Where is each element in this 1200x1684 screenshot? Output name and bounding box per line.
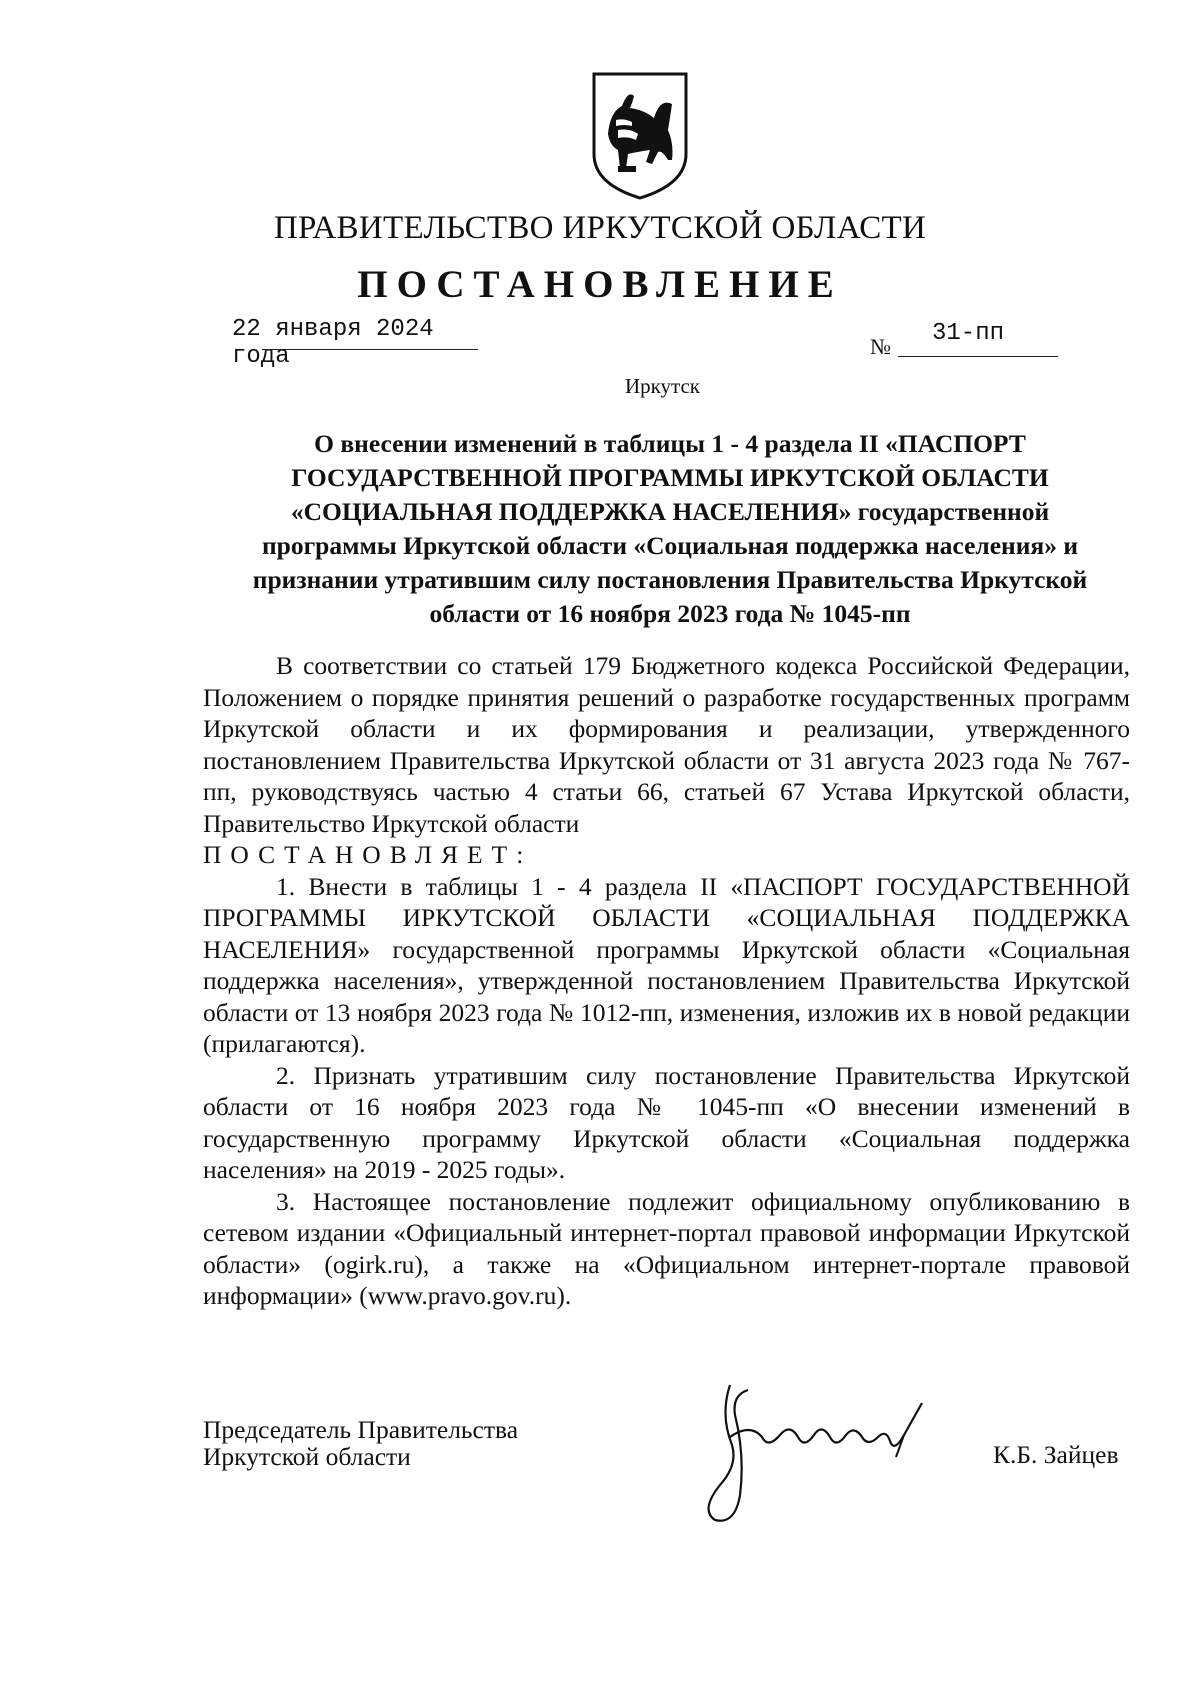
signatory-position-line: Председатель Правительства xyxy=(203,1415,519,1444)
signatory-position xyxy=(203,1416,518,1470)
resolution-item-2: 2. Признать утратившим силу постановление Правительства Иркутской области от 16 ноября 2023 года № 1045-пп «О внесении изменений в государственную программу Иркутской области «Социальная поддержка населения» на 2019 - 2025 годы». xyxy=(203,1060,1130,1184)
organization-name: ПРАВИТЕЛЬСТВО ИРКУТСКОЙ ОБЛАСТИ xyxy=(273,210,927,246)
document-city: Иркутск xyxy=(624,374,701,398)
document-title xyxy=(200,427,1140,631)
title-line: программы Иркутской области «Социальная поддержка населения» и xyxy=(261,531,1079,560)
document-number: 31-пп xyxy=(932,320,1005,347)
handwritten-signature xyxy=(690,1375,960,1525)
title-line: «СОЦИАЛЬНАЯ ПОДДЕРЖКА НАСЕЛЕНИЯ» государственной xyxy=(290,497,1050,526)
resolution-item-1: 1. Внести в таблицы 1 - 4 раздела II «ПАСПОРТ ГОСУДАРСТВЕННОЙ ПРОГРАММЫ ИРКУТСКОЙ ОБЛАСТИ «СОЦИАЛЬНАЯ ПОДДЕРЖКА НАСЕЛЕНИЯ» государственной программы Иркутской области «Социальная поддержка населения», утвержденной постановлением Правительства Иркутской области от 13 ноября 2023 года № 1012-пп, изменения, изложив их в новой редакции (прилагаются). xyxy=(203,871,1130,1058)
document-date: 22 января 2024 года xyxy=(232,316,434,370)
date-underline xyxy=(262,349,478,350)
title-line: области от 16 ноября 2023 года № 1045-пп xyxy=(429,599,911,628)
resolution-item-3: 3. Настоящее постановление подлежит официальному опубликованию в сетевом издании «Официальный интернет-портал правовой информации Иркутской области» (ogirk.ru), а также на «Официальном интернет-портале правовой информации» (www.pravo.gov.ru). xyxy=(203,1186,1130,1310)
number-sign: № xyxy=(870,334,891,359)
title-line: признании утратившим силу постановления Правительства Иркутской xyxy=(252,565,1088,594)
signatory-position-line: Иркутской области xyxy=(203,1442,411,1471)
signatory-name: К.Б. Зайцев xyxy=(993,1440,1119,1469)
resolves-word: ПОСТАНОВЛЯЕТ: xyxy=(203,840,533,869)
title-line: О внесении изменений в таблицы 1 - 4 раздела II «ПАСПОРТ xyxy=(314,429,1026,458)
document-body xyxy=(203,650,1130,1312)
document-type: ПОСТАНОВЛЕНИЕ xyxy=(357,263,843,306)
number-underline xyxy=(898,356,1058,357)
coat-of-arms-icon xyxy=(588,68,692,202)
preamble-paragraph: В соответствии со статьей 179 Бюджетного кодекса Российской Федерации, Положением о порядке принятия решений о разработке государственных программ Иркутской области и их формирования и реализации, утвержденного постановлением Правительства Иркутской области от 31 августа 2023 года № 767-пп, руководствуясь частью 4 статьи 66, статьей 67 Устава Иркутской области, Правительство Иркутской области xyxy=(203,651,1130,838)
title-line: ГОСУДАРСТВЕННОЙ ПРОГРАММЫ ИРКУТСКОЙ ОБЛАСТИ xyxy=(291,463,1049,492)
